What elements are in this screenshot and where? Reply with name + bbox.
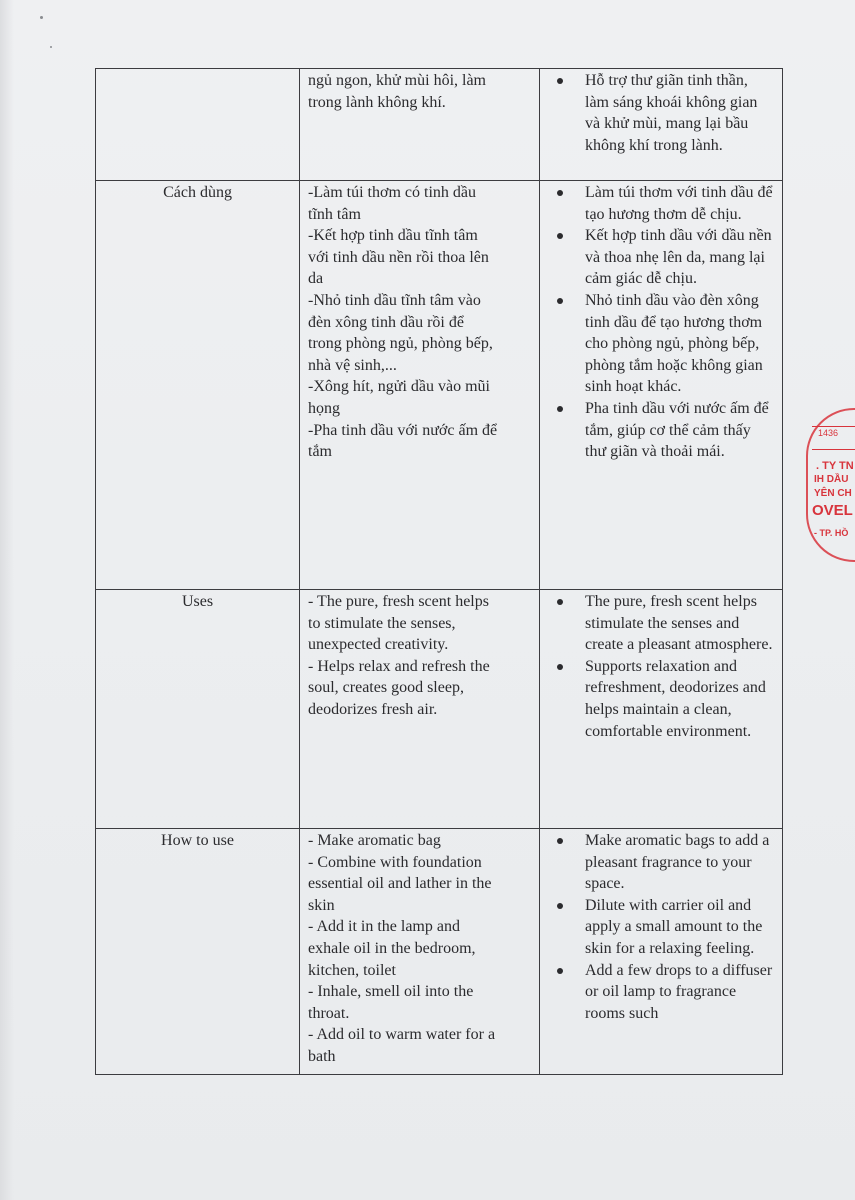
text-line: unexpected creativity. (308, 636, 449, 654)
original-text-cell (300, 69, 540, 181)
text-line: soul, creates good sleep, (308, 679, 464, 697)
revised-text-cell (540, 181, 783, 590)
text-line: deodorizes fresh air. (308, 700, 438, 718)
text-line: -Nhỏ tinh dầu tĩnh tâm vào (308, 291, 481, 309)
paper-speck (40, 16, 43, 19)
text-line: kitchen, toilet (308, 961, 396, 979)
table-row (96, 69, 783, 181)
text-line: nhà vệ sinh,... (308, 356, 397, 374)
text-line: - Helps relax and refresh the (308, 657, 490, 675)
text-line: -Xông hít, ngửi dầu vào mũi (308, 378, 490, 396)
bullet-item: Supports relaxation and refreshment, deodorizes and helps maintain a clean, comfortable environment. (585, 656, 774, 742)
text-line: -Làm túi thơm có tinh dầu (308, 184, 476, 201)
bullet-item: Pha tinh dầu với nước ấm để tắm, giúp cơ thể cảm thấy thư giãn và thoải mái. (585, 398, 774, 463)
table-row (96, 181, 783, 590)
row-label: Uses (181, 593, 214, 610)
row-label-cell (96, 590, 300, 829)
seal-text: 1436 (818, 428, 839, 438)
text-line: ngủ ngon, khử mùi hôi, làm (308, 72, 486, 89)
bullet-list (548, 591, 774, 742)
text-line: họng (308, 399, 340, 417)
text-line: skin (308, 896, 335, 914)
row-label-cell (96, 181, 300, 590)
bullet-item: Hỗ trợ thư giãn tinh thần, làm sáng khoái không gian và khử mùi, mang lại bầu không khí trong lành. (585, 70, 774, 156)
bullet-item: Make aromatic bags to add a pleasant fragrance to your space. (585, 830, 774, 895)
text-line: da (308, 270, 324, 288)
seal-text: OVEL (812, 502, 853, 519)
product-info-table (95, 68, 783, 1075)
seal-text: YÊN CH (814, 488, 852, 499)
revised-text-cell (540, 69, 783, 181)
text-line: đèn xông tinh dầu rồi để (308, 313, 464, 331)
text-line: - Add it in the lamp and (308, 918, 460, 936)
bullet-item: Làm túi thơm với tinh dầu để tạo hương thơm dễ chịu. (585, 182, 774, 225)
text-line: - Combine with foundation (308, 853, 482, 871)
paper-speck (50, 46, 52, 48)
text-line: -Kết hợp tinh dầu tĩnh tâm (308, 227, 478, 245)
row-label-cell (96, 829, 300, 1075)
text-line: - Make aromatic bag (308, 832, 441, 849)
company-seal-stamp (806, 408, 855, 568)
text-line: exhale oil in the bedroom, (308, 939, 476, 957)
bullet-item: Add a few drops to a diffuser or oil lamp to fragrance rooms such (585, 960, 774, 1025)
text-line: - The pure, fresh scent helps (308, 593, 489, 610)
original-text-cell (300, 590, 540, 829)
original-text-cell (300, 829, 540, 1075)
seal-text: - TP. HỒ (814, 528, 849, 538)
row-label: How to use (161, 832, 234, 849)
page-edge-shadow (0, 0, 14, 1200)
bullet-list (548, 830, 774, 1024)
bullet-item: Kết hợp tinh dầu với dầu nền và thoa nhẹ lên da, mang lại cảm giác dễ chịu. (585, 225, 774, 290)
bullet-item: The pure, fresh scent helps stimulate the senses and create a pleasant atmosphere. (585, 591, 774, 656)
original-text-cell (300, 181, 540, 590)
text-line: trong phòng ngủ, phòng bếp, (308, 335, 493, 353)
text-line: bath (308, 1047, 336, 1065)
text-line: với tinh dầu nền rồi thoa lên (308, 248, 489, 266)
row-label: Cách dùng (163, 184, 232, 201)
seal-text: . TY TN (816, 460, 854, 472)
table-row (96, 829, 783, 1075)
text-line: essential oil and lather in the (308, 875, 492, 893)
bullet-item: Dilute with carrier oil and apply a small amount to the skin for a relaxing feeling. (585, 895, 774, 960)
bullet-list (548, 70, 774, 156)
text-line: trong lành không khí. (308, 93, 446, 111)
text-line: tắm (308, 443, 332, 461)
revised-text-cell (540, 829, 783, 1075)
bullet-list (548, 182, 774, 463)
seal-text: IH DẦU (814, 474, 849, 485)
text-line: tĩnh tâm (308, 205, 361, 223)
text-line: throat. (308, 1004, 350, 1022)
text-line: - Inhale, smell oil into the (308, 983, 474, 1001)
text-line: to stimulate the senses, (308, 614, 456, 632)
revised-text-cell (540, 590, 783, 829)
table-row (96, 590, 783, 829)
bullet-item: Nhỏ tinh dầu vào đèn xông tinh dầu để tạo hương thơm cho phòng ngủ, phòng bếp, phòng tắm hoặc không gian sinh hoạt khác. (585, 290, 774, 398)
row-label-cell (96, 69, 300, 181)
text-line: - Add oil to warm water for a (308, 1026, 496, 1044)
text-line: -Pha tinh dầu với nước ấm để (308, 421, 498, 439)
